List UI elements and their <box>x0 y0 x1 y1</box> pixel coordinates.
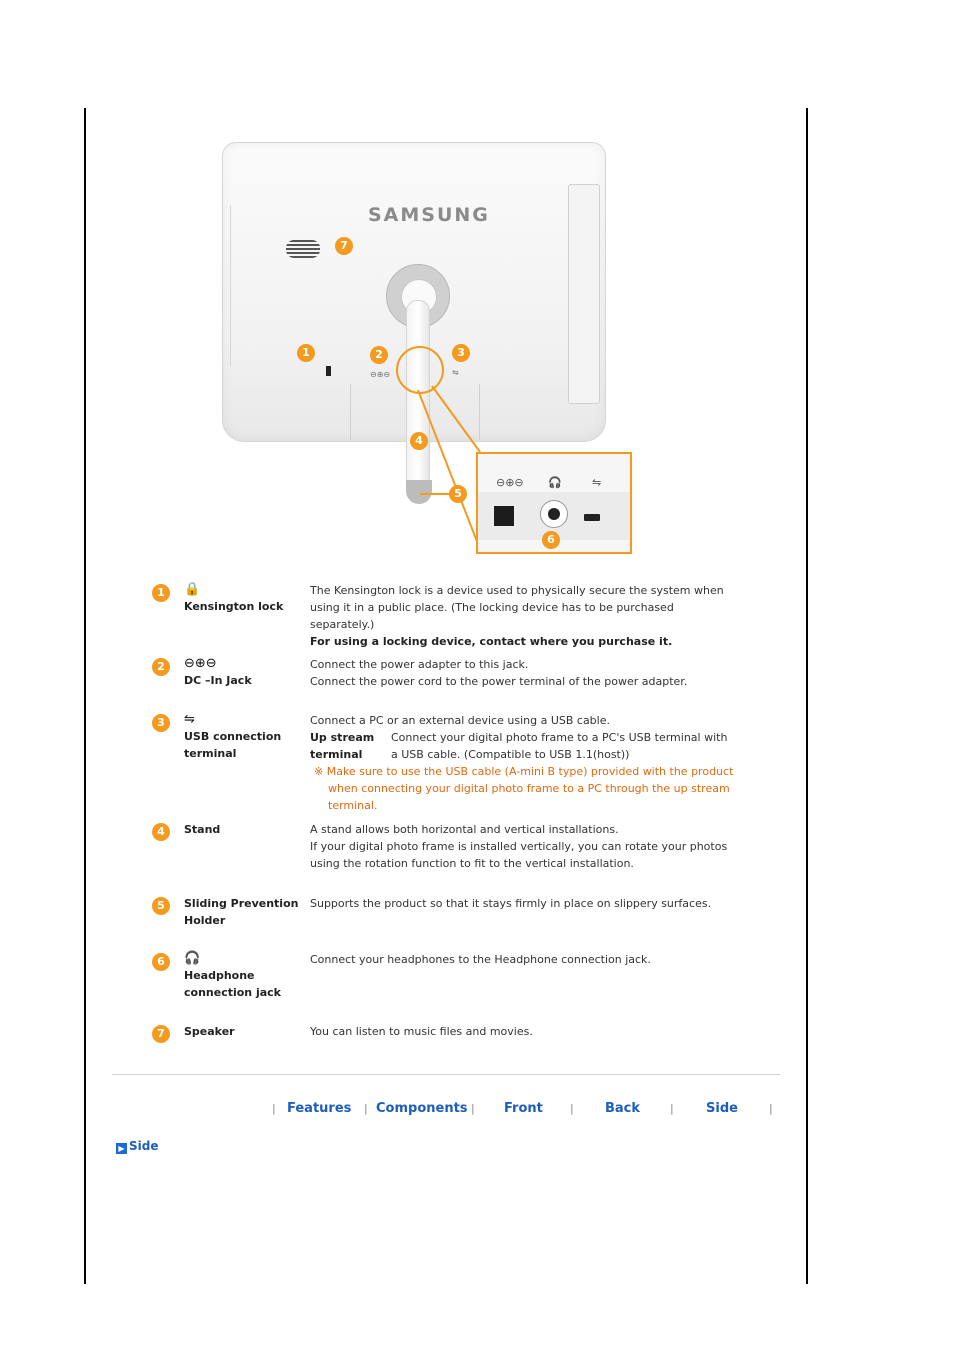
nav-link-back[interactable]: Back <box>605 1101 641 1116</box>
next-section-link[interactable] <box>116 1139 158 1154</box>
dc-jack-icon: ⊖⊕⊖ <box>184 656 217 671</box>
item-desc: Connect your headphones to the Headphone connection jack. <box>310 953 651 966</box>
item-label: Speaker <box>184 1025 235 1038</box>
arrow-right-icon: ▶ <box>116 1143 127 1154</box>
headphone-icon: 🎧 <box>184 951 201 966</box>
section-nav <box>0 1101 954 1121</box>
nav-separator: | <box>364 1102 368 1115</box>
nav-separator: | <box>670 1102 674 1115</box>
product-back-figure <box>220 140 632 554</box>
item-number: 4 <box>152 823 170 841</box>
nav-link-front[interactable]: Front <box>504 1101 543 1116</box>
item-desc: A stand allows both horizontal and vertical installations. <box>310 823 619 836</box>
dc-jack-icon: ⊖⊕⊖ <box>496 476 524 489</box>
divider <box>112 1074 780 1075</box>
item-number: 6 <box>152 953 170 971</box>
item-label: USB connection terminal <box>184 730 282 760</box>
item-number: 2 <box>152 658 170 676</box>
nav-link-components[interactable]: Components <box>376 1101 468 1116</box>
callout-3: 3 <box>452 344 470 362</box>
item-number: 5 <box>152 897 170 915</box>
item-desc-bold: For using a locking device, contact where you purchase it. <box>310 635 673 648</box>
dc-port <box>494 506 514 526</box>
zoom-circle <box>396 346 444 394</box>
kensington-lock-icon: 🔒 <box>184 582 201 597</box>
nav-link-side[interactable]: Side <box>706 1101 738 1116</box>
item-number: 1 <box>152 584 170 602</box>
usb-cable-note: ※ Make sure to use the USB cable (A-mini B type) provided with the product when connecting your digital photo frame to a PC through the up stream terminal. <box>314 765 734 812</box>
item-label: Stand <box>184 823 221 836</box>
nav-separator: | <box>570 1102 574 1115</box>
item-label: DC –In Jack <box>184 674 252 687</box>
item-desc: If your digital photo frame is installed vertically, you can rotate your photos using the rotation function to fit to the vertical installation. <box>310 840 728 870</box>
dc-mini-icon: ⊖⊕⊖ <box>370 370 391 379</box>
up-stream-terminal <box>310 729 740 763</box>
item-number: 7 <box>152 1025 170 1043</box>
item-desc: Supports the product so that it stays firmly in place on slippery surfaces. <box>310 897 712 910</box>
nav-separator: | <box>272 1102 276 1115</box>
item-label: Kensington lock <box>184 600 284 613</box>
item-label: Headphone connection jack <box>184 969 281 999</box>
nav-separator: | <box>769 1102 773 1115</box>
nav-separator: | <box>471 1102 475 1115</box>
item-desc: Connect the power cord to the power terminal of the power adapter. <box>310 675 688 688</box>
item-desc: You can listen to music files and movies. <box>310 1025 533 1038</box>
sub-key: Up stream terminal <box>310 731 375 761</box>
usb-icon: ⇋ <box>184 712 195 727</box>
item-desc: Connect a PC or an external device using a USB cable. <box>310 714 610 727</box>
callout-4: 4 <box>410 432 428 450</box>
callout-1: 1 <box>297 344 315 362</box>
callout-5: 5 <box>449 485 467 503</box>
usb-mini-icon: ⇋ <box>452 368 459 377</box>
callout-6: 6 <box>542 531 560 549</box>
item-label: Sliding Prevention Holder <box>184 897 299 927</box>
next-section-label: Side <box>129 1139 159 1153</box>
usb-port <box>584 514 600 521</box>
usb-icon: ⇋ <box>592 476 602 489</box>
callout-2: 2 <box>370 346 388 364</box>
callout-7: 7 <box>335 237 353 255</box>
brand-logo: SAMSUNG <box>368 204 490 226</box>
headphone-icon: 🎧 <box>548 476 562 489</box>
headphone-port <box>540 500 568 528</box>
item-desc: The Kensington lock is a device used to physically secure the system when using it in a public place. (The locking device has to be purchased separately.) <box>310 584 724 631</box>
sub-value: Connect your digital photo frame to a PC's USB terminal with a USB cable. (Compatible to USB 1.1(host)) <box>391 731 728 761</box>
nav-link-features[interactable]: Features <box>287 1101 352 1116</box>
item-number: 3 <box>152 714 170 732</box>
item-desc: Connect the power adapter to this jack. <box>310 658 529 671</box>
